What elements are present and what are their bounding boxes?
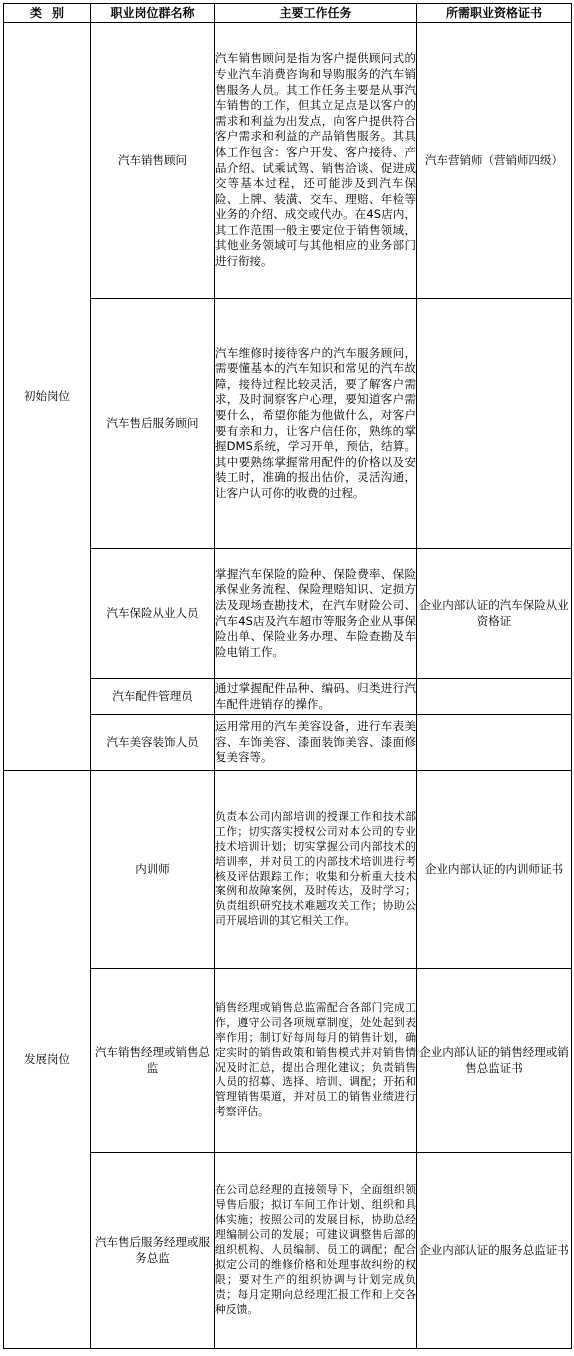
category-development: 发展岗位 bbox=[4, 771, 91, 1349]
position-name: 汽车配件管理员 bbox=[91, 679, 215, 715]
table-header-row bbox=[4, 4, 572, 23]
position-certificate bbox=[417, 715, 572, 771]
header-category: 类别 bbox=[4, 4, 91, 23]
position-name: 汽车销售顾问 bbox=[91, 23, 215, 299]
position-tasks: 负责本公司内部培训的授课工作和技术部工作；切实落实授权公司对本公司的专业技术培训计划；切实掌握公司内部技术的培训率，并对员工的内部技术培训进行考核及评估跟踪工作；收集和分析重大技术案例和故障案例，及时传达，及时学习；负责组织研究技术难题攻关工作；协助公司开展培训的其它相关工作。 bbox=[215, 771, 417, 969]
position-certificate: 企业内部认证的汽车保险从业资格证 bbox=[417, 549, 572, 679]
position-name: 汽车保险从业人员 bbox=[91, 549, 215, 679]
position-name: 汽车售后服务顾问 bbox=[91, 299, 215, 549]
position-tasks: 通过掌握配件品种、编码、归类进行汽车配件进销存的操作。 bbox=[215, 679, 417, 715]
category-initial: 初始岗位 bbox=[4, 23, 91, 771]
position-tasks: 汽车维修时接待客户的汽车服务顾问，需要懂基本的汽车知识和常见的汽车故障，接待过程比较灵活，要了解客户需求，及时洞察客户心理，要知道客户需要什么，希望你能为他做什么，对客户要有亲和力，让客户信任你，熟练的掌握DMS系统，学习开单，预估，结算。其中要熟练掌握常用配件的价格以及安装工时，准确的报出估价，灵活沟通，让客户认可你的收费的过程。 bbox=[215, 299, 417, 549]
header-position: 职业岗位群名称 bbox=[91, 4, 215, 23]
position-tasks: 在公司总经理的直接领导下，全面组织领导售后服；拟订车间工作计划、组织和具体实施；按照公司的发展目标，协助总经理编制公司的发展；可建议调整售后部的组织机构、人员编制、员工的调配；配合拟定公司的维修价格和处理事故纠纷的权限；要对生产的组织协调与计划完成负责；每月定期向总经理汇报工作和上交各种反馈。 bbox=[215, 1153, 417, 1349]
header-tasks: 主要工作任务 bbox=[215, 4, 417, 23]
career-positions-table bbox=[3, 3, 572, 1349]
position-certificate bbox=[417, 299, 572, 549]
position-certificate bbox=[417, 679, 572, 715]
position-tasks: 掌握汽车保险的险种、保险费率、保险承保业务流程、保险理赔知识、定损方法及现场查勘技术，在汽车财险公司、汽车4S店及汽车超市等服务企业从事保险出单、保险业务办理、车险查勘及车险电销工作。 bbox=[215, 549, 417, 679]
position-name: 汽车销售经理或销售总监 bbox=[91, 969, 215, 1153]
position-certificate: 企业内部认证的服务总监证书 bbox=[417, 1153, 572, 1349]
position-name: 内训师 bbox=[91, 771, 215, 969]
position-name: 汽车美容装饰人员 bbox=[91, 715, 215, 771]
position-certificate: 汽车营销师（营销师四级） bbox=[417, 23, 572, 299]
header-certificate: 所需职业资格证书 bbox=[417, 4, 572, 23]
position-tasks: 运用常用的汽车美容设备，进行车表美容、车饰美容、漆面装饰美容、漆面修复美容等。 bbox=[215, 715, 417, 771]
table-row bbox=[4, 23, 572, 299]
position-certificate: 企业内部认证的销售经理或销售总监证书 bbox=[417, 969, 572, 1153]
position-tasks: 销售经理或销售总监需配合各部门完成工作，遵守公司各项规章制度，处处起到表率作用；制订好每周每月的销售计划，确定实时的销售政策和销售模式并对销售情况及时汇总，提出合理化建议；负责销售人员的招募、选择、培训、调配；开拓和管理销售渠道，并对员工的销售业绩进行考察评估。 bbox=[215, 969, 417, 1153]
table-row bbox=[4, 771, 572, 969]
position-name: 汽车售后服务经理或服务总监 bbox=[91, 1153, 215, 1349]
position-certificate: 企业内部认证的内训师证书 bbox=[417, 771, 572, 969]
position-tasks: 汽车销售顾问是指为客户提供顾问式的专业汽车消费咨询和导购服务的汽车销售服务人员。其工作任务主要是从事汽车销售的工作，但其立足点是以客户的需求和利益为出发点，向客户提供符合客户需求和利益的产品销售服务。其具体工作包含：客户开发、客户接待、产品介绍、试乘试驾、销售洽谈、促进成交等基本过程，还可能涉及到汽车保险、上牌、装潢、交车、理赔、年检等业务的介绍、成交或代办。在4S店内，其工作范围一般主要定位于销售领域，其他业务领域可与其他相应的业务部门进行衔接。 bbox=[215, 23, 417, 299]
